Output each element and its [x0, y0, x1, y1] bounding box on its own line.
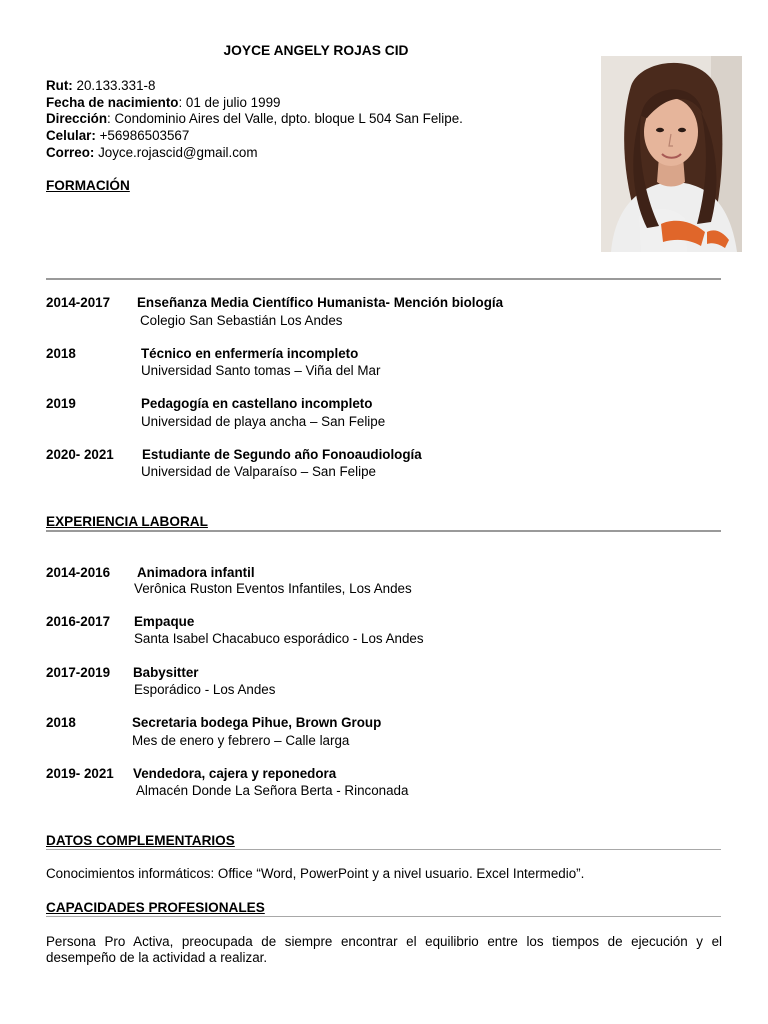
experience-period: 2017-2019	[46, 665, 111, 680]
experience-place: Mes de enero y febrero – Calle larga	[132, 733, 350, 748]
portrait-illustration	[601, 56, 742, 252]
experience-place: Verônica Ruston Eventos Infantiles, Los Andes	[134, 581, 412, 596]
education-place: Universidad Santo tomas – Viña del Mar	[141, 363, 381, 378]
experience-place: Esporádico - Los Andes	[134, 682, 276, 697]
experience-period: 2018	[46, 715, 76, 730]
experience-period: 2019- 2021	[46, 766, 114, 781]
education-divider	[46, 278, 721, 280]
education-period: 2020- 2021	[46, 447, 114, 462]
experience-divider	[46, 530, 721, 532]
birth-value: : 01 de julio 1999	[178, 95, 281, 110]
phone-label: Celular:	[46, 128, 96, 143]
experience-title: Secretaria bodega Pihue, Brown Group	[132, 715, 382, 730]
rut-label: Rut:	[46, 78, 73, 93]
experience-title: Babysitter	[133, 665, 199, 680]
education-title: Técnico en enfermería incompleto	[141, 346, 359, 361]
education-heading: FORMACIÓN	[46, 178, 130, 193]
email-line	[46, 145, 258, 160]
capabilities-divider	[46, 916, 721, 917]
education-period: 2014-2017	[46, 295, 111, 310]
experience-title: Animadora infantil	[137, 565, 255, 580]
education-period: 2019	[46, 396, 76, 411]
education-period: 2018	[46, 346, 76, 361]
email-value: Joyce.rojascid@gmail.com	[94, 145, 258, 160]
education-title: Enseñanza Media Científico Humanista- Mención biología	[137, 295, 504, 310]
phone-line	[46, 128, 189, 143]
rut-value: 20.133.331-8	[72, 78, 156, 93]
experience-title: Empaque	[134, 614, 195, 629]
education-title: Estudiante de Segundo año Fonoaudiología	[142, 447, 422, 462]
candidate-name: JOYCE ANGELY ROJAS CID	[223, 43, 409, 58]
birth-line	[46, 95, 280, 110]
capabilities-heading: CAPACIDADES PROFESIONALES	[46, 900, 265, 915]
experience-period: 2016-2017	[46, 614, 111, 629]
experience-period: 2014-2016	[46, 565, 111, 580]
complementary-divider	[46, 849, 721, 850]
capabilities-text: Persona Pro Activa, preocupada de siempre encontrar el equilibrio entre los tiempos de ejecución y el desempeño de la actividad a realizar.	[46, 934, 722, 965]
address-value: : Condominio Aires del Valle, dpto. bloque L 504 San Felipe.	[107, 111, 463, 126]
education-title: Pedagogía en castellano incompleto	[141, 396, 373, 411]
experience-place: Santa Isabel Chacabuco esporádico - Los Andes	[134, 631, 424, 646]
complementary-heading: DATOS COMPLEMENTARIOS	[46, 833, 235, 848]
education-place: Universidad de Valparaíso – San Felipe	[141, 464, 376, 479]
profile-photo	[601, 56, 742, 252]
complementary-text: Conocimientos informáticos: Office “Word, PowerPoint y a nivel usuario. Excel Intermedio”.	[46, 866, 585, 881]
address-line	[46, 111, 463, 126]
experience-title: Vendedora, cajera y reponedora	[133, 766, 337, 781]
email-label: Correo:	[46, 145, 95, 160]
experience-heading: EXPERIENCIA LABORAL	[46, 514, 208, 529]
education-place: Universidad de playa ancha – San Felipe	[141, 414, 386, 429]
phone-value: +56986503567	[95, 128, 190, 143]
education-place: Colegio San Sebastián Los Andes	[140, 313, 343, 328]
birth-label: Fecha de nacimiento	[46, 95, 179, 110]
rut-line	[46, 78, 155, 93]
address-label: Dirección	[46, 111, 108, 126]
experience-place: Almacén Donde La Señora Berta - Rinconada	[136, 783, 409, 798]
